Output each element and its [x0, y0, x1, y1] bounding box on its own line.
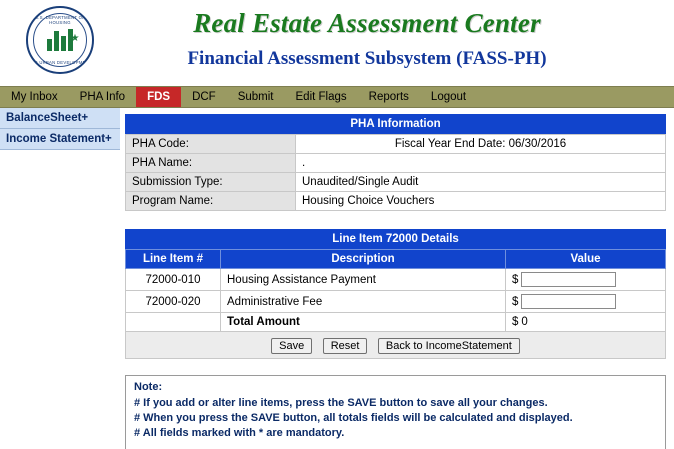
note-line-2: # When you press the SAVE button, all totals fields will be calculated and displayed. [134, 412, 573, 424]
currency-symbol-1: $ [512, 273, 519, 286]
line-item-number-2: 72000-020 [126, 291, 221, 313]
line-item-details-table [125, 249, 666, 332]
table-row [126, 269, 666, 291]
column-header-line-item: Line Item # [126, 250, 221, 269]
sidebar [0, 108, 120, 150]
line-item-number-1: 72000-010 [126, 269, 221, 291]
table-row [126, 135, 666, 154]
pha-code-value: Fiscal Year End Date: 06/30/2016 [296, 135, 666, 154]
line-item-number-3 [126, 313, 221, 332]
save-button[interactable]: Save [271, 338, 312, 354]
administrative-fee-input[interactable] [521, 294, 616, 309]
menu-item-edit-flags[interactable]: Edit Flags [295, 91, 347, 103]
housing-assistance-payment-input[interactable] [521, 272, 616, 287]
note-title: Note: [134, 381, 163, 393]
currency-symbol-3: $ [512, 316, 519, 328]
pha-information-caption: PHA Information [125, 114, 666, 134]
note-line-1: # If you add or alter line items, press the SAVE button to save all your changes. [134, 397, 548, 409]
table-row [126, 173, 666, 192]
seal-bottom-text: AND URBAN DEVELOPMENT [28, 60, 92, 65]
total-amount-value: 0 [521, 316, 528, 328]
menu-item-submit[interactable]: Submit [237, 91, 274, 103]
table-row [126, 154, 666, 173]
line-item-value-cell-1 [506, 269, 666, 291]
form-button-row [125, 332, 666, 359]
submission-type-label: Submission Type: [126, 173, 296, 192]
pha-name-label: PHA Name: [126, 154, 296, 173]
page-title: Real Estate Assessment Center [193, 8, 541, 38]
logo-area [0, 0, 120, 74]
program-name-value: Housing Choice Vouchers [296, 192, 666, 211]
column-header-description: Description [221, 250, 506, 269]
submission-type-value: Unaudited/Single Audit [296, 173, 666, 192]
pha-information-section [125, 114, 666, 211]
table-row [126, 313, 666, 332]
table-header-row [126, 250, 666, 269]
page-header [0, 0, 674, 86]
currency-symbol-2: $ [512, 295, 519, 308]
pha-name-value: . [296, 154, 666, 173]
column-header-value: Value [506, 250, 666, 269]
reset-button[interactable]: Reset [323, 338, 368, 354]
note-line-3: # All fields marked with * are mandatory. [134, 427, 345, 439]
seal-star-icon: ★ [70, 33, 80, 44]
table-row [126, 192, 666, 211]
total-amount-label: Total Amount [221, 313, 506, 332]
menu-item-logout[interactable]: Logout [430, 91, 467, 103]
page-subtitle: Financial Assessment Subsystem (FASS-PH) [187, 48, 547, 69]
seal-top-text: U.S. DEPARTMENT OF HOUSING [34, 15, 86, 25]
seal-bars-icon [47, 29, 73, 51]
hud-seal-icon [26, 6, 94, 74]
line-item-value-cell-2 [506, 291, 666, 313]
main-menu-bar [0, 86, 674, 108]
pha-information-table [125, 134, 666, 211]
main-content [120, 108, 674, 449]
table-row [126, 291, 666, 313]
menu-item-pha-info[interactable]: PHA Info [79, 91, 126, 103]
header-titles [120, 0, 614, 70]
program-name-label: Program Name: [126, 192, 296, 211]
sidebar-item-income-statement[interactable]: Income Statement+ [0, 129, 120, 150]
line-item-description-1: Housing Assistance Payment [221, 269, 506, 291]
sidebar-item-balancesheet[interactable]: BalanceSheet+ [0, 108, 120, 129]
total-amount-value-cell [506, 313, 666, 332]
pha-code-label: PHA Code: [126, 135, 296, 154]
line-item-details-section [125, 229, 666, 359]
back-to-income-statement-button[interactable]: Back to IncomeStatement [378, 338, 520, 354]
line-item-description-2: Administrative Fee [221, 291, 506, 313]
section-spacer [125, 211, 666, 229]
menu-item-my-inbox[interactable]: My Inbox [11, 91, 58, 103]
menu-item-reports[interactable]: Reports [368, 91, 409, 103]
line-item-details-caption: Line Item 72000 Details [125, 229, 666, 249]
menu-item-dcf[interactable]: DCF [192, 91, 216, 103]
page-body [0, 108, 674, 449]
menu-item-fds[interactable]: FDS [136, 87, 181, 107]
note-box [125, 375, 666, 449]
